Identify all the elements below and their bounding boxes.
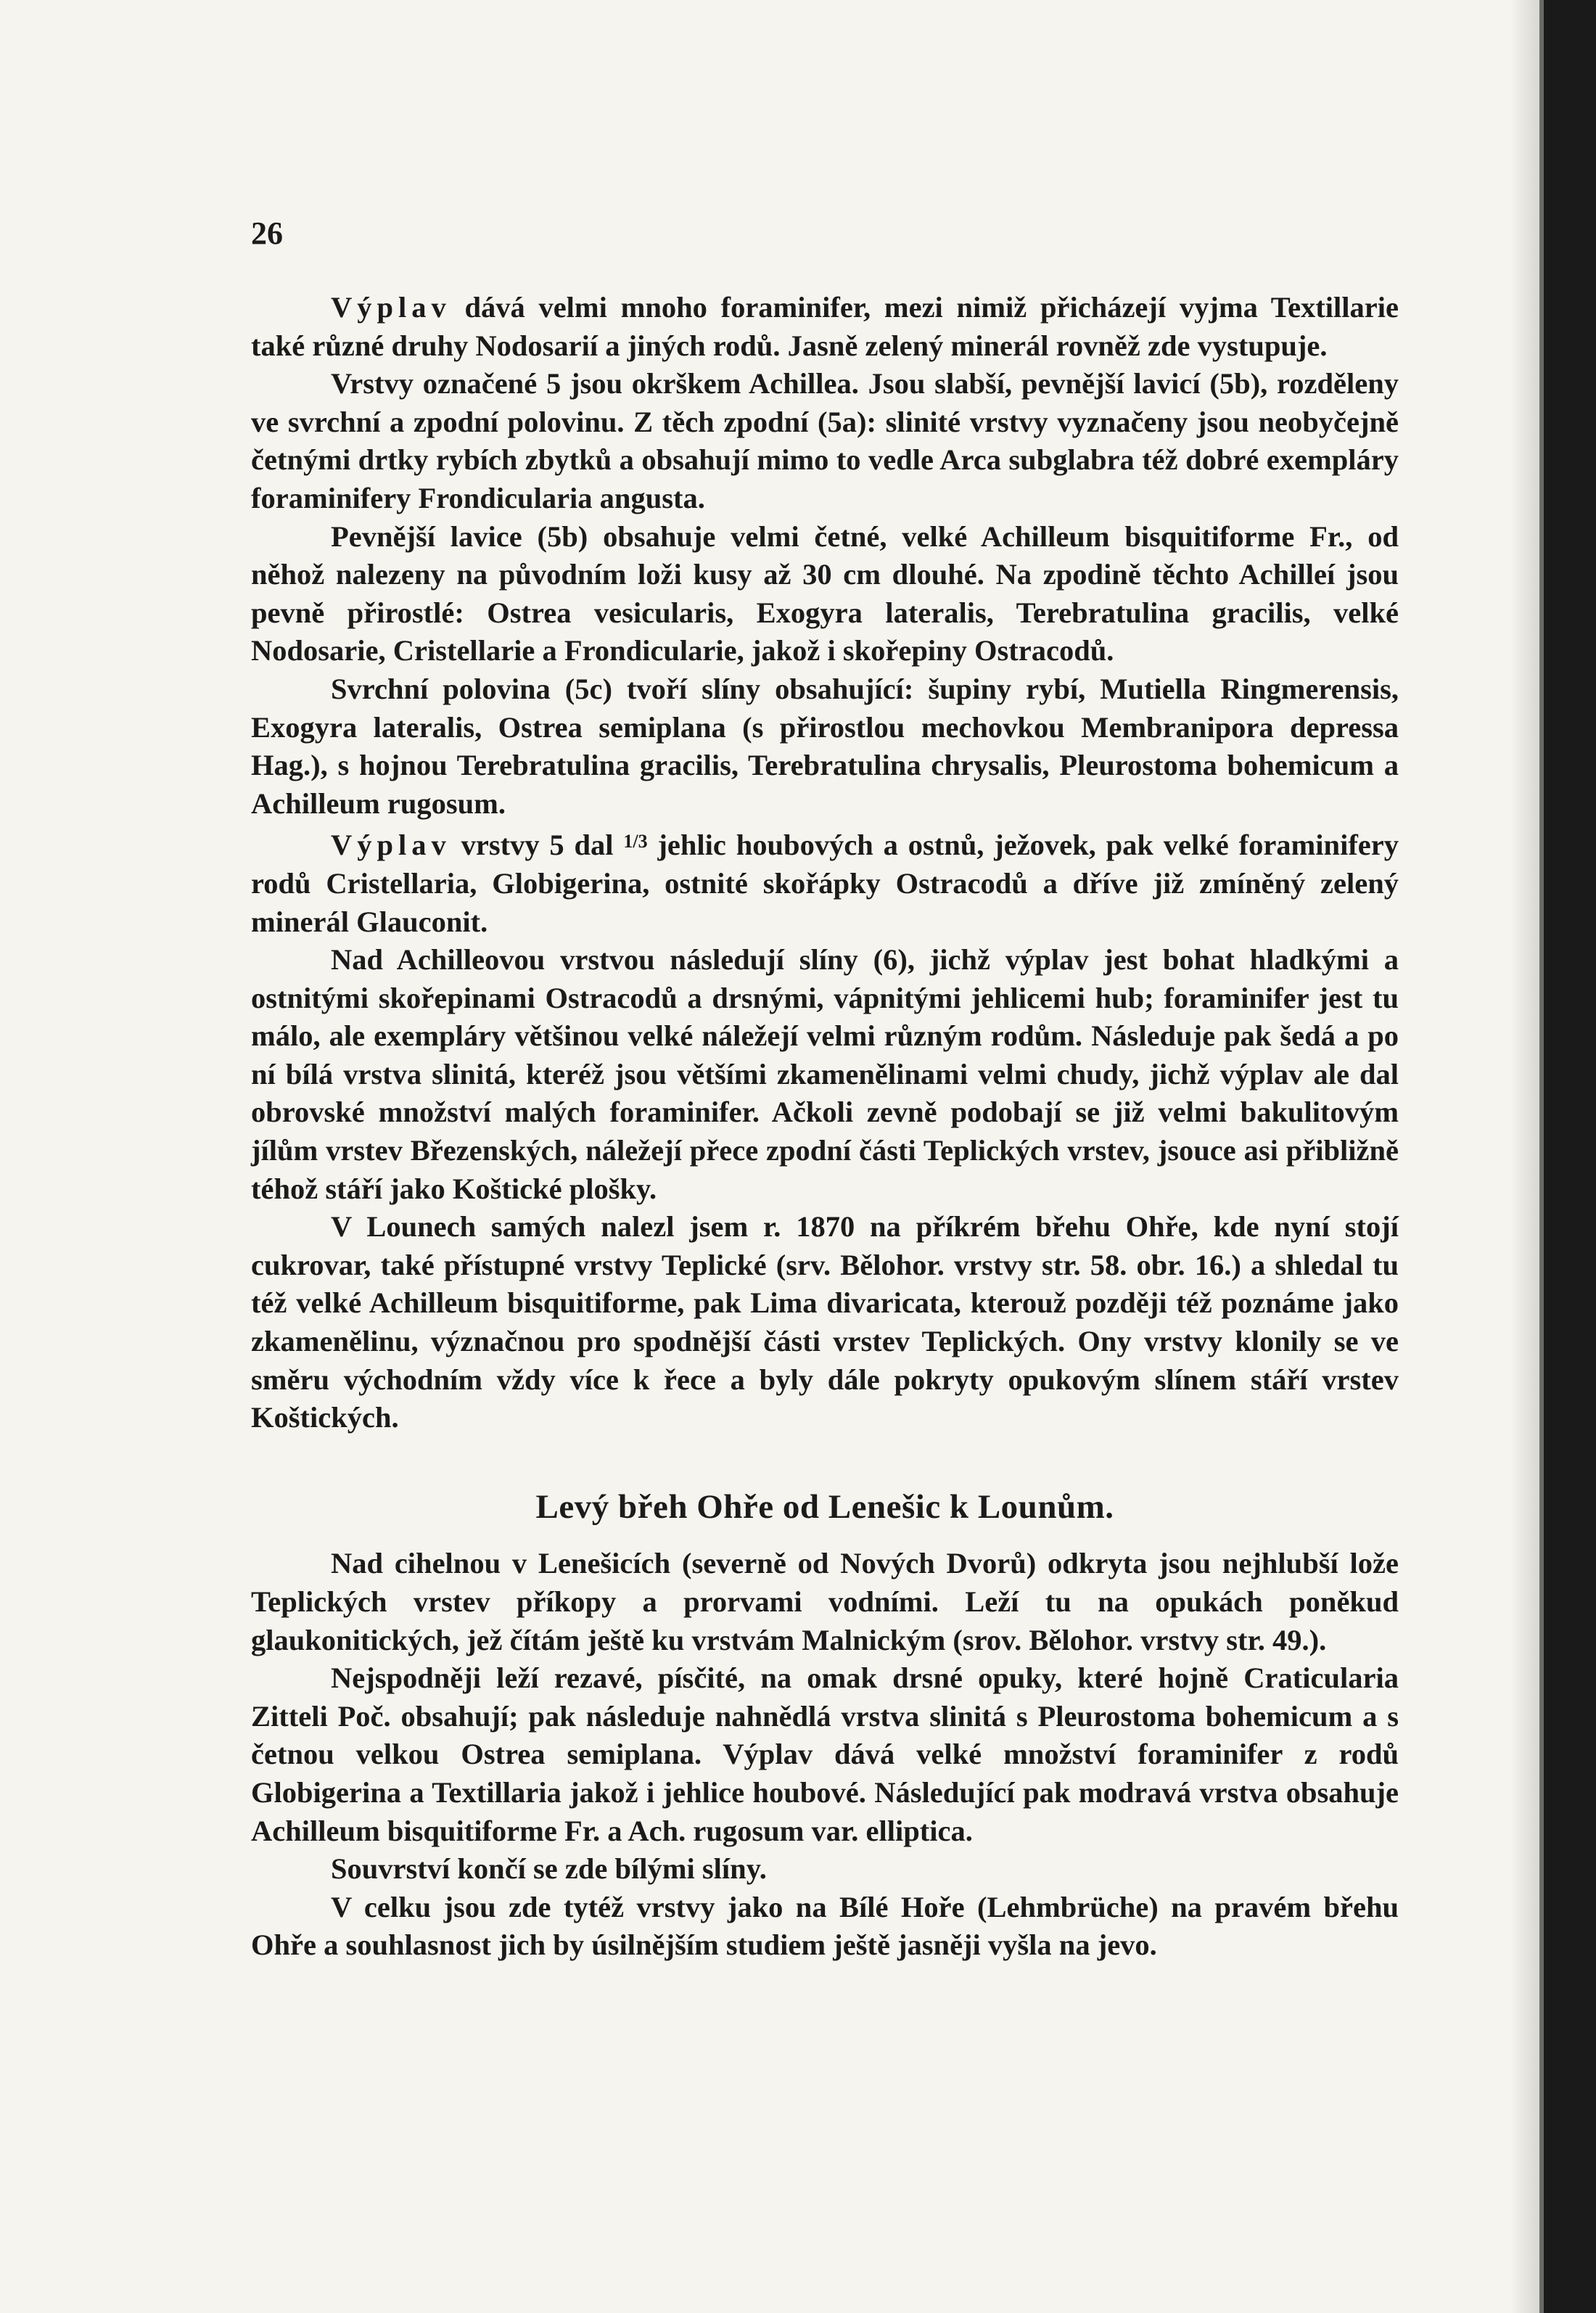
paragraph-7: V Lounech samých nalezl jsem r. 1870 na příkrém břehu Ohře, kde nyní stojí cukrovar, také přístupné vrstvy Teplické (srv. Bělohor. vrstvy str. 58. obr. 16.) a shledal tu též velké Achilleum bisquitiforme, pak Lima divaricata, kterouž později též poznáme jako zkamenělinu, význačnou pro spodnější části vrstev Teplických. Ony vrstvy klonily se ve směru východním vždy více k řece a byly dále pokryty opukovým slínem stáří vrstev Koštických. <box>251 1210 1399 1434</box>
paragraph-2: Vrstvy označené 5 jsou okrškem Achillea. Jsou slabší, pevnější lavicí (5b), rozděleny ve svrchní a zpodní polovinu. Z těch zpodní (5a): slinité vrstvy vyznačeny jsou neobyčejně četnými drtky rybích zbytků a obsahují mimo to vedle Arca subglabra též dobré exempláry foraminifery Frondicularia angusta. <box>251 367 1399 514</box>
paragraph-11: V celku jsou zde tytéž vrstvy jako na Bílé Hoře (Lehmbrüche) na pravém břehu Ohře a souhlasnost jich by úsilnějším studiem ještě jasněji vyšla na jevo. <box>251 1890 1399 1962</box>
paragraph-10: Souvrství končí se zde bílými slíny. <box>331 1852 767 1886</box>
body-text <box>251 289 1399 1965</box>
spaced-emphasis: Výplav <box>331 291 451 324</box>
spaced-emphasis: Výplav <box>331 829 451 862</box>
paragraph-8: Nad cihelnou v Lenešicích (severně od Nových Dvorů) odkryta jsou nejhlubší lože Teplických vrstev příkopy a prorvami vodními. Leží tu na opukách poněkud glaukonitických, jež čítám ještě ku vrstvám Malnickým (srov. Bělohor. vrstvy str. 49.). <box>251 1547 1399 1656</box>
section-heading: Levý břeh Ohře od Lenešic k Lounům. <box>535 1487 1114 1526</box>
paragraph-3: Pevnější lavice (5b) obsahuje velmi četné, velké Achilleum bisquitiforme Fr., od něhož nalezeny na původním loži kusy až 30 cm dlouhé. Na zpodině těchto Achilleí jsou pevně přirostlé: Ostrea vesicularis, Exogyra lateralis, Terebratulina gracilis, velké Nodosarie, Cristellarie a Frondicularie, jakož i skořepiny Ostracodů. <box>251 519 1399 667</box>
page-edge-shadow <box>1510 0 1539 2313</box>
paragraph-5: Výplav vrstvy 5 dal $^{1/3}$ jehlic houbových a ostnů, ježovek, pak velké foraminifery rodů Cristellaria, Globigerina, ostnité skořápky Ostracodů a dříve již zmíněný zelený minerál Glauconit. <box>251 829 1399 938</box>
paragraph-4: Svrchní polovina (5c) tvoří slíny obsahující: šupiny rybí, Mutiella Ringmerensis, Exogyra lateralis, Ostrea semiplana (s přirostlou mechovkou Membranipora depressa Hag.), s hojnou Terebratulina gracilis, Terebratulina chrysalis, Pleurostoma bohemicum a Achilleum rugosum. <box>251 672 1399 820</box>
paragraph-1: Výplav dává velmi mnoho foraminifer, mezi nimiž přicházejí vyjma Textillarie také různé druhy Nodosarií a jiných rodů. Jasně zelený minerál rovněž zde vystupuje. <box>251 291 1399 362</box>
fraction: 1/3 <box>623 831 648 853</box>
page-number: 26 <box>251 215 283 251</box>
paragraph-9: Nejspodněji leží rezavé, písčité, na omak drsné opuky, které hojně Craticularia Zitteli Poč. obsahují; pak následuje nahnědlá vrstva slinitá s Pleurostoma bohemicum a s četnou velkou Ostrea semiplana. Výplav dává velké množství foraminifer z rodů Globigerina a Textillaria jakož i jehlice houbové. Následující pak modravá vrstva obsahuje Achilleum bisquitiforme Fr. a Ach. rugosum var. elliptica. <box>251 1661 1399 1847</box>
paragraph-6: Nad Achilleovou vrstvou následují slíny (6), jichž výplav jest bohat hladkými a ostnitými skořepinami Ostracodů a drsnými, vápnitými jehlicemi hub; foraminifer jest tu málo, ale exempláry většinou velké náležejí velmi různým rodům. Následuje pak šedá a po ní bílá vrstva slinitá, kteréž jsou většími zkamenělinami velmi chudy, jichž výplav ale dal obrovské množství malých foraminifer. Ačkoli zevně podobají se již velmi bakulitovým jílům vrstev Březenských, náležejí přece zpodní části Teplických vrstev, jsouce asi přibližně téhož stáří jako Koštické plošky. <box>251 943 1399 1205</box>
